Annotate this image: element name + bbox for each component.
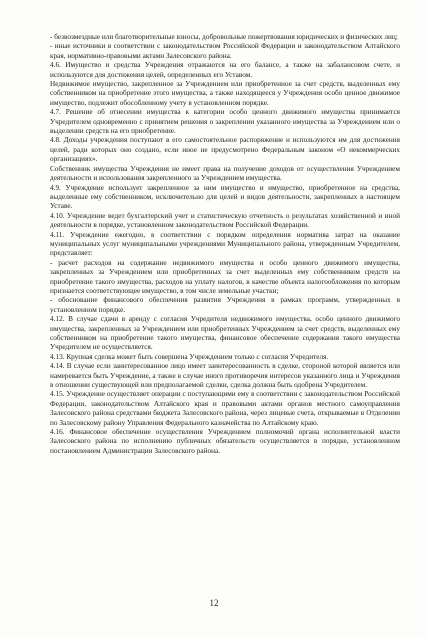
paragraph-12: - обоснование финансового обеспечения развития Учреждения в рамках программ, утвержденных в установленном порядке. [50,296,400,314]
paragraph-13: 4.12. В случае сдачи в аренду с согласия Учредителя недвижимого имущества, особо ценного движимого имущества, закрепленных за Учреждением или приобретенных Учреждением за счет средств, выделенных ему собственником на приобретение такого имущества, финансовое обеспечение содержания такого имущества Учредителем не осуществляется. [50,315,400,352]
paragraph-16: 4.15. Учреждение осуществляет операции с поступающими ему в соответствии с законодательством Российской Федерации, законодательством Алтайского края и правовыми актами органов местного самоуправления Залесовского района средствами бюджета Залесовского района, через лицевые счета, открываемые в Отделении по Залесовскому району Управления Федерального казначейства по Алтайскому краю. [50,390,400,427]
page-number: 12 [209,598,219,608]
paragraph-14: 4.13. Крупная сделка может быть совершена Учреждением только с согласия Учредителя. [50,352,329,361]
paragraph-9: 4.10. Учреждение ведет бухгалтерский учет и статистическую отчетность о результатах хозяйственной и иной деятельности в порядке, установленном законодательством Российской Федерации. [50,211,400,230]
paragraph-1: - безвозмездные или благотворительные взносы, добровольные пожертвования юридических и физических лиц; [50,33,398,41]
paragraph-15: 4.14. В случае если заинтересованное лицо имеет заинтересованность в сделке, стороной которой является или намеревается быть Учреждение, а также в случае иного противоречия интересов указанного лица и Учреждения в отношении существующей или предполагаемой сделки, сделка должна быть одобрена Учредителем. [50,362,400,390]
paragraph-10: 4.11. Учреждение ежегодно, в соответствии с порядком определения норматива затрат на оказание муниципальных услуг муниципальными учреждениями Муниципального района, утвержденным Учредителем, представляет: [50,230,400,258]
paragraph-8: 4.9. Учреждение использует закрепленное за ним имущество и имущество, приобретенное на средства, выделенные ему собственником, исключительно для целей и видов деятельности, закрепленных в настоящем Уставе. [50,183,400,211]
paragraph-5: 4.7. Решение об отнесении имущества к категории особо ценного движимого имущества принимается Учредителем одновременно с принятием решения о закреплении указанного имущества за Учреждением или о выделении средств на его приобретение. [50,108,400,136]
body-text [50,33,400,456]
paragraph-17: 4.16. Финансовое обеспечение осуществления Учреждением полномочий органа исполнительной власти Залесовского района по исполнению публичных обязательств осуществляется в порядке, установленном постановлением Администрации Залесовского района. [50,428,400,455]
paragraph-3: 4.6. Имущество и средства Учреждения отражаются на его балансе, а также на забалансовом счете, и используются для достижения целей, определенных его Уставом. [50,61,400,79]
paragraph-6: 4.8. Доходы учреждения поступают в его самостоятельное распоряжение и используются им для достижения целей, ради которых оно создано, если иное не предусмотрено Федеральным законом «О некоммерческих организациях». [50,136,400,164]
paragraph-2: - иные источники в соответствии с законодательством Российской Федерации и законодательством Алтайского края, нормативно-правовыми актами Залесовского района. [50,42,400,60]
paragraph-7: Собственник имущества Учреждения не имеет права на получение доходов от осуществления Учреждением деятельности и использования закрепленного за Учреждением имущества. [50,164,400,183]
paragraph-4: Недвижимое имущество, закрепленное за Учреждением или приобретенное за счет средств, выделенных ему собственником на приобретение этого имущества, а также находящееся у Учреждения особо ценное движимое имущество, подлежит обособленному учету в установленном порядке. [50,80,400,107]
paragraph-11: - расчет расходов на содержание недвижимого имущества и особо ценного движимого имущества, закрепленных за Учреждением или приобретенных за счет выделенных ему собственником средств на приобретение такого имущества, расходов на уплату налогов, в качестве объекта налогообложения по которым признается соответствующее имущество, в том числе земельные участки; [50,258,400,295]
